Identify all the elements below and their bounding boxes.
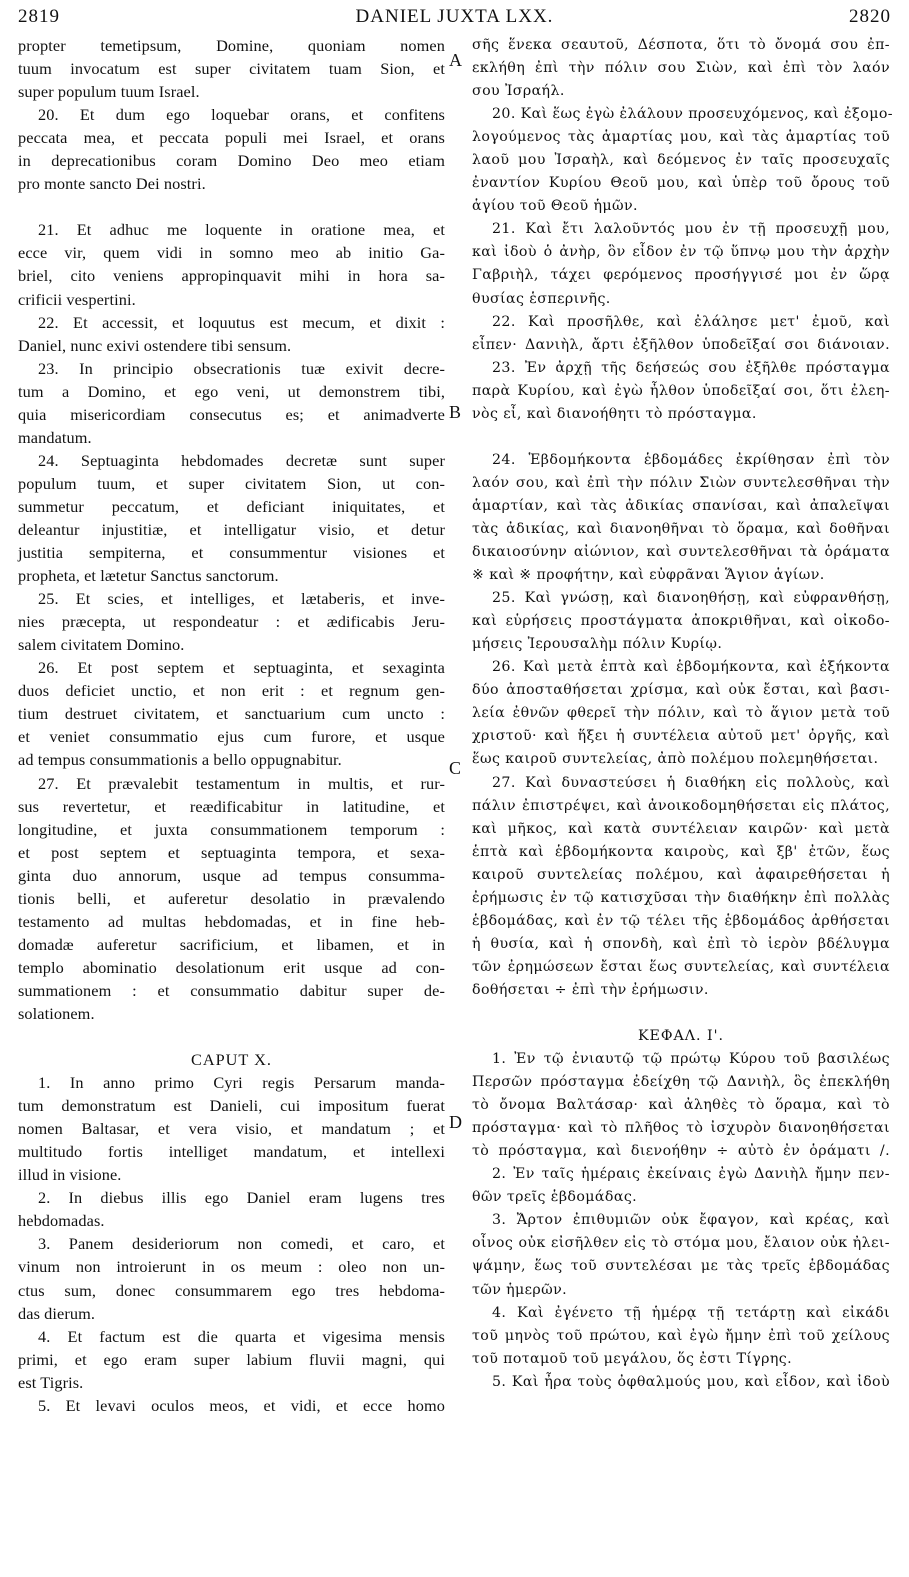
- greek-chapter-heading: ΚΕΦΑΛ. Ι'.: [637, 1028, 725, 1045]
- greek-text-line: ἑπτὰ καὶ ἑβδομήκοντα καιροὺς, καὶ ξβ' ἐτῶν, ἕως: [472, 843, 890, 860]
- page-number-right: 2820: [849, 6, 891, 27]
- margin-letter-b: B: [449, 402, 462, 422]
- greek-text-line: 3. Ἄρτον ἐπιθυμιῶν οὐκ ἔφαγον, καὶ κρέας, καὶ: [492, 1212, 890, 1229]
- latin-text-line: populum tuum, et super civitatem Sion, ut con-: [18, 473, 445, 493]
- greek-text-line: 1. Ἐν τῷ ἐνιαυτῷ τῷ πρώτῳ Κύρου τοῦ βασιλέως: [492, 1051, 890, 1068]
- greek-text-line: λαοῦ μου Ἰσραὴλ, καὶ δεόμενος ἐν ταῖς προσευχαῖς: [472, 152, 890, 169]
- latin-text-line: 1. In anno primo Cyri regis Persarum manda-: [38, 1073, 445, 1093]
- greek-text-line: ※ καὶ ※ προφήτην, καὶ εὐφρᾶναι Ἅγιον ἁγίων.: [472, 567, 825, 584]
- latin-text-line: crificii vespertini.: [18, 289, 136, 309]
- greek-text-line: τοῦ ποταμοῦ τοῦ μεγάλου, ὅς ἐστι Τίγρης.: [472, 1350, 793, 1367]
- greek-text-line: σῆς ἕνεκα σεαυτοῦ, Δέσποτα, ὅτι τὸ ὄνομά σου ἐπ-: [472, 37, 890, 53]
- latin-text-line: deleantur injustitiæ, et intelligatur visio, et detur: [18, 519, 445, 539]
- latin-text-line: 26. Et post septem et septuaginta, et sexaginta: [38, 658, 445, 678]
- greek-text-line: δύο ἀποσταθήσεται χρίσμα, καὶ οὐκ ἔσται, καὶ βασι-: [472, 682, 890, 699]
- greek-text-line: θυσίας ἑσπερινῆς.: [472, 290, 611, 307]
- greek-text-line: 4. Καὶ ἐγένετο τῇ ἡμέρᾳ τῇ τετάρτῃ καὶ εἰκάδι: [492, 1304, 890, 1321]
- greek-text-line: 5. Καὶ ἦρα τοὺς ὀφθαλμούς μου, καὶ εἶδον, καὶ ἰδοὺ: [492, 1373, 890, 1390]
- latin-text-line: das dierum.: [18, 1303, 96, 1323]
- latin-text-line: templo abominatio desolationum erit usque ad con-: [18, 957, 445, 977]
- margin-letter-d: D: [449, 1112, 462, 1132]
- latin-text-line: et post septem et septuaginta tempora, et sexa-: [18, 842, 445, 862]
- latin-text-line: Daniel, nunc exivi ostendere tibi sensum.: [18, 335, 292, 355]
- latin-text-line: 24. Septuaginta hebdomades decretæ sunt super: [38, 450, 445, 470]
- greek-text-line: τὸ ὄνομα Βαλτάσαρ· καὶ ἀληθὲς τὸ ὅραμα, καὶ τὸ: [472, 1097, 890, 1114]
- greek-text-line: λογούμενος τὰς ἁμαρτίας μου, καὶ τὰς ἁμαρτίας τοῦ: [472, 129, 890, 146]
- greek-text-line: 22. Καὶ προσῆλθε, καὶ ἐλάλησε μετ' ἐμοῦ, καὶ: [492, 313, 890, 330]
- latin-spacer: [18, 1025, 445, 1048]
- greek-text-line: 27. Καὶ δυναστεύσει ἡ διαθήκη εἰς πολλοὺς, καὶ: [492, 774, 890, 791]
- latin-text-line: est Tigris.: [18, 1372, 84, 1392]
- latin-text-line: mandatum.: [18, 427, 92, 447]
- greek-text-line: 25. Καὶ γνώσῃ, καὶ διανοηθήσῃ, καὶ εὐφρανθήσῃ,: [492, 590, 890, 607]
- latin-text-line: 5. Et levavi oculos meos, et vidi, et ecce homo: [38, 1395, 445, 1415]
- latin-text-line: 4. Et factum est die quarta et vigesima mensis: [38, 1326, 445, 1346]
- latin-text-line: nomen Baltasar, et vera visio, et mandatum ; et: [18, 1119, 445, 1139]
- latin-text-line: multitudo fortis intelliget mandatum, et intellexi: [18, 1142, 445, 1162]
- latin-text-line: solationem.: [18, 1003, 95, 1023]
- greek-text-line: 2. Ἐν ταῖς ἡμέραις ἐκείναις ἐγὼ Δανιὴλ ἤμην πεν-: [492, 1166, 890, 1183]
- latin-text-line: tium destruet civitatem, et sanctuarium cum uncto :: [18, 704, 445, 724]
- greek-text-line: τῶν ἐρημώσεων ἔσται ἕως συντελείας, καὶ συντέλεια: [472, 958, 890, 975]
- greek-text-line: χριστοῦ· καὶ ἥξει ἡ συντέλεια αὐτοῦ μετ' ὀργῆς, καὶ: [472, 728, 890, 745]
- latin-text-line: domadæ auferetur sacrificium, et libamen, et in: [18, 934, 445, 954]
- margin-letter-c: C: [449, 758, 462, 778]
- greek-text-line: εἶπεν· Δανιὴλ, ἄρτι ἐξῆλθον ὑποδεῖξαί σοι διάνοιαν.: [472, 336, 890, 353]
- greek-text-line: ἡ θυσία, καὶ ἡ σπονδὴ, καὶ ἐπὶ τὸ ἱερὸν βδέλυγμα: [472, 935, 890, 952]
- greek-text-line: τὰς ἀδικίας, καὶ διανοηθῆναι τὸ ὅραμα, καὶ δοθῆναι: [472, 520, 890, 537]
- greek-text-line: Περσῶν πρόσταγμα ἐδείχθη τῷ Δανιὴλ, ὃς ἐπεκλήθη: [472, 1074, 890, 1091]
- latin-text-line: 23. In principio obsecrationis tuæ exivit decre-: [38, 358, 445, 378]
- greek-text-line: καὶ μῆκος, καὶ κατὰ συντέλειαν καιρῶν· καὶ μετὰ: [472, 820, 890, 837]
- latin-text-line: 22. Et accessit, et loquutus est mecum, et dixit :: [38, 312, 445, 332]
- greek-text-line: ἕως καιροῦ συντελείας, ἀπὸ πολέμου πολεμηθήσεται.: [472, 751, 879, 768]
- greek-spacer: [472, 426, 890, 449]
- greek-text-line: ἁμαρτίαν, καὶ τὰς ἀδικίας σπανίσαι, καὶ ἀπαλεῖψαι: [472, 497, 890, 514]
- greek-text-line: ἁγίου τοῦ Θεοῦ ἡμῶν.: [472, 198, 638, 215]
- greek-spacer: [472, 1002, 890, 1025]
- latin-text-line: justitia sempiterna, et consummentur visiones et: [18, 543, 445, 563]
- margin-letter-a: A: [449, 50, 462, 70]
- greek-text-line: 20. Καὶ ἕως ἐγὼ ἐλάλουν προσευχόμενος, καὶ ἐξομο-: [492, 106, 893, 123]
- page-header: [0, 4, 909, 30]
- greek-text-line: Γαβριὴλ, τάχει φερόμενος προσήγγισέ μοι ἐν ὥρᾳ: [472, 267, 890, 284]
- latin-text-line: tuum invocatum est super civitatem tuam Sion, et: [18, 59, 445, 79]
- greek-text-line: δοθήσεται ÷ ἐπὶ τὴν ἐρήμωσιν.: [472, 981, 709, 998]
- greek-text-line: καὶ εὑρήσεις προστάγματα ἀποκριθῆναι, καὶ οἰκοδο-: [472, 613, 890, 630]
- latin-text-line: hebdomadas.: [18, 1211, 105, 1231]
- greek-text-line: τὸ πρόσταγμα, καὶ διενοήθην ÷ αὐτὸ ἐν ὁράματι /.: [472, 1143, 890, 1160]
- latin-text-line: in deprecationibus coram Domino Deo meo etiam: [18, 151, 445, 171]
- latin-text-line: 27. Et prævalebit testamentum in multis, et rur-: [38, 773, 445, 793]
- latin-text-line: 21. Et adhuc me loquente in oratione mea, et: [38, 220, 445, 240]
- latin-text-line: vinum non introierunt in os meum : oleo non un-: [18, 1257, 445, 1277]
- latin-text-line: super populum tuum Israel.: [18, 82, 200, 102]
- greek-text-line: καιροῦ συντελείας πολέμου, καὶ ἀφαιρεθήσεται ἡ: [472, 866, 890, 883]
- latin-text-line: illud in visione.: [18, 1165, 122, 1185]
- greek-text-line: σου Ἰσραήλ.: [472, 83, 565, 100]
- latin-text-line: tum a Domino, et ego veni, ut demonstrem tibi,: [18, 381, 445, 401]
- latin-text-line: briel, cito veniens appropinquavit mihi in hora sa-: [18, 266, 445, 286]
- greek-text-line: λαόν σου, καὶ ἐπὶ τὴν πόλιν Σιὼν συντελεσθῆναι τὴν: [472, 474, 890, 491]
- greek-text-line: οἶνος οὐκ εἰσῆλθεν εἰς τὸ στόμα μου, ἔλαιον οὐκ ἠλει-: [472, 1235, 890, 1252]
- latin-text-line: propheta, et lætetur Sanctus sanctorum.: [18, 566, 279, 586]
- latin-text-line: ad tempus consummationis a bello oppugnabitur.: [18, 750, 342, 770]
- latin-text-line: ginta duo annorum, usque ad tempus consumma-: [18, 865, 445, 885]
- latin-text-line: quia misericordiam consecutus es; et animadverte: [18, 404, 445, 424]
- latin-text-line: ctus sum, donec consummarem ego tres hebdoma-: [18, 1280, 445, 1300]
- greek-text-line: τοῦ μηνὸς τοῦ πρώτου, καὶ ἐγὼ ἤμην ἐπὶ τοῦ χείλους: [472, 1327, 890, 1344]
- greek-text-line: 24. Ἑβδομήκοντα ἑβδομάδες ἐκρίθησαν ἐπὶ τὸν: [492, 451, 890, 468]
- latin-text-line: 3. Panem desideriorum non comedi, et caro, et: [38, 1234, 445, 1254]
- latin-text-line: pro monte sancto Dei nostri.: [18, 174, 206, 194]
- latin-text-line: tum demonstratum est Danieli, cui impositum fuerat: [18, 1096, 445, 1116]
- latin-text-line: et veniet consummatio ejus cum furore, et usque: [18, 727, 445, 747]
- latin-text-line: testamento ad multas hebdomadas, et in fine heb-: [18, 911, 445, 931]
- latin-text-line: ecce vir, quem vidi in somno meo ab initio Ga-: [18, 243, 445, 263]
- latin-text-line: salem civitatem Domino.: [18, 635, 185, 655]
- latin-text-line: summetur peccatum, et deficiant iniquitates, et: [18, 496, 445, 516]
- greek-text-line: τῶν ἡμερῶν.: [472, 1281, 568, 1298]
- latin-text-line: peccata mea, et peccata populi mei Israel, et orans: [18, 128, 445, 148]
- greek-text-line: 21. Καὶ ἔτι λαλοῦντός μου ἐν τῇ προσευχῇ μου,: [492, 221, 890, 238]
- latin-text-line: tionis belli, et auferetur desolatio in prævalendo: [18, 888, 445, 908]
- latin-text-line: summationem : et consummatio dabitur super de-: [18, 980, 445, 1000]
- latin-text-line: propter temetipsum, Domine, quoniam nomen: [18, 36, 445, 55]
- latin-text-line: sus revertetur, et reædificabitur in latitudine, et: [18, 796, 445, 816]
- greek-text-line: πρόσταγμα· καὶ τὸ πλῆθος τὸ ἰσχυρὸν διανοηθήσεται: [472, 1120, 890, 1137]
- greek-text-line: παρὰ Κυρίου, καὶ ἐγὼ ἦλθον ὑποδεῖξαί σοι, ὅτι ἐλεη-: [472, 382, 890, 399]
- page-number-left: 2819: [18, 6, 60, 27]
- running-title: DANIEL JUXTA LXX.: [355, 6, 554, 27]
- greek-column: [472, 34, 893, 1394]
- greek-text-line: ἑβδομάδας, καὶ ἐν τῷ τέλει τῆς ἑβδομάδος ἀρθήσεται: [472, 912, 890, 929]
- latin-text-line: 2. In diebus illis ego Daniel eram lugens tres: [38, 1188, 445, 1208]
- greek-text-line: δικαιοσύνην αἰώνιον, καὶ συντελεσθῆναι τὰ ὁράματα: [472, 544, 890, 561]
- latin-chapter-heading: CAPUT X.: [191, 1050, 272, 1070]
- greek-text-line: 23. Ἐν ἀρχῇ τῆς δεήσεώς σου ἐξῆλθε πρόσταγμα: [492, 359, 890, 376]
- greek-text-line: καὶ ἰδοὺ ὁ ἀνὴρ, ὃν εἶδον ἐν τῷ ὕπνῳ μου τὴν ἀρχὴν: [472, 244, 890, 261]
- greek-text-line: πάλιν ἐπιστρέψει, καὶ ἀνοικοδομηθήσεται εἰς πλάτος,: [472, 797, 890, 814]
- greek-text-line: λεία ἐθνῶν φθερεῖ τὴν πόλιν, καὶ τὸ ἅγιον μετὰ τοῦ: [472, 705, 890, 722]
- latin-text-line: 25. Et scies, et intelliges, et lætaberis, et inve-: [38, 589, 445, 609]
- latin-text-line: duos deficiet unctio, et non erit : et regnum gen-: [18, 681, 445, 701]
- greek-text-line: 26. Καὶ μετὰ ἑπτὰ καὶ ἑβδομήκοντα, καὶ ἑξήκοντα: [492, 659, 890, 676]
- greek-text-line: θῶν τρεῖς ἑβδομάδας.: [472, 1189, 638, 1206]
- greek-text-line: εκλήθη ἐπὶ τὴν πόλιν σου Σιὼν, καὶ ἐπὶ τὸν λαόν: [472, 60, 890, 77]
- latin-text-line: longitudine, et juxta consummationem temporum :: [18, 819, 445, 839]
- greek-text-line: ἐναντίον Κυρίου Θεοῦ μου, καὶ ὑπὲρ τοῦ ὄρους τοῦ: [472, 175, 890, 192]
- latin-text-line: 20. Et dum ego loquebar orans, et confitens: [38, 105, 445, 125]
- greek-text-line: ἐρήμωσις ἐν τῷ κατισχῦσαι τὴν διαθήκην ἐπὶ πολλὰς: [472, 889, 890, 906]
- greek-text-line: ψάμην, ἕως τοῦ συντελέσαι με τὰς τρεῖς ἑβδομάδας: [472, 1258, 890, 1275]
- latin-spacer: [18, 195, 445, 218]
- latin-column: [18, 34, 445, 1417]
- greek-text-line: νὸς εἶ, καὶ διανοήθητι τὸ πρόσταγμα.: [472, 405, 757, 422]
- latin-text-line: nies præcepta, ut respondeatur : et ædificabis Jeru-: [18, 612, 445, 632]
- greek-text-line: μήσεις Ἰερουσαλὴμ πόλιν Κυρίῳ.: [472, 636, 723, 653]
- latin-text-line: primi, et ego eram super labium fluvii magni, qui: [18, 1349, 445, 1369]
